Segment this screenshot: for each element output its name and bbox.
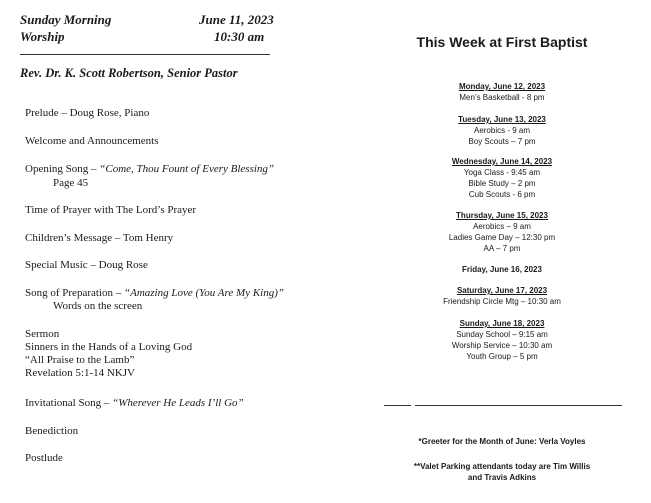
opening-song-prefix: Opening Song – — [25, 163, 100, 175]
event-item: Yoga Class - 9:45 am — [463, 168, 541, 177]
event-item: Aerobics – 9 am — [473, 222, 531, 231]
day-block-wednesday — [384, 156, 620, 200]
service-time: 10:30 am — [214, 29, 265, 44]
preparation-song-note: Words on the screen — [53, 300, 143, 312]
sermon-quote: “All Praise to the Lamb” — [25, 354, 135, 366]
benediction-item: Benediction — [25, 425, 79, 437]
day-heading: Saturday, June 17, 2023 — [456, 286, 548, 295]
opening-song-title: “Come, Thou Fount of Every Blessing” — [99, 163, 275, 175]
sermon-scripture: Revelation 5:1-14 NKJV — [25, 367, 135, 379]
event-item: Sunday School – 9:15 am — [456, 330, 548, 339]
service-type-label: Worship — [20, 29, 65, 44]
pastor-name: Rev. Dr. K. Scott Robertson, Senior Pastor — [20, 66, 238, 80]
event-item: AA – 7 pm — [483, 244, 521, 253]
header-divider — [20, 54, 270, 55]
event-item: Worship Service – 10:30 am — [451, 341, 553, 350]
day-heading: Tuesday, June 13, 2023 — [458, 115, 546, 124]
day-heading: Friday, June 16, 2023 — [462, 265, 542, 274]
opening-song-page: Page 45 — [53, 177, 89, 189]
service-day-label: Sunday Morning — [20, 12, 112, 27]
day-block-thursday — [384, 210, 620, 254]
valet-note-line2: and Travis Adkins — [467, 473, 537, 482]
day-heading: Monday, June 12, 2023 — [458, 82, 546, 91]
event-item: Friendship Circle Mtg – 10:30 am — [443, 297, 561, 306]
event-item: Aerobics - 9 am — [473, 126, 531, 135]
sermon-label: Sermon — [25, 328, 60, 340]
event-item: Men’s Basketball - 8 pm — [459, 93, 545, 102]
preparation-song-item — [25, 286, 284, 300]
invitational-song-item — [25, 396, 244, 410]
welcome-item: Welcome and Announcements — [25, 135, 159, 147]
valet-note-line1: **Valet Parking attendants today are Tim Willis — [413, 462, 591, 471]
greeter-note: *Greeter for the Month of June: Verla Voyles — [418, 437, 586, 446]
week-title: This Week at First Baptist — [416, 34, 588, 50]
day-block-sunday — [384, 318, 620, 362]
event-item: Ladies Game Day – 12:30 pm — [448, 233, 556, 242]
day-block-friday — [384, 264, 620, 275]
sermon-title: Sinners in the Hands of a Loving God — [25, 341, 193, 353]
opening-song-item — [25, 162, 274, 176]
event-item: Cub Scouts - 6 pm — [468, 190, 536, 199]
prayer-item: Time of Prayer with The Lord’s Prayer — [25, 204, 197, 216]
postlude-item: Postlude — [25, 452, 63, 464]
day-block-saturday — [384, 285, 620, 307]
invitational-song-prefix: Invitational Song – — [25, 397, 113, 409]
service-date: June 11, 2023 — [199, 12, 274, 27]
event-item: Boy Scouts – 7 pm — [468, 137, 536, 146]
special-music-item: Special Music – Doug Rose — [25, 259, 148, 271]
notes-divider — [384, 405, 622, 406]
preparation-song-prefix: Song of Preparation – — [25, 287, 124, 299]
day-heading: Wednesday, June 14, 2023 — [451, 157, 553, 166]
event-item: Youth Group – 5 pm — [466, 352, 538, 361]
day-block-tuesday — [384, 114, 620, 147]
day-heading: Thursday, June 15, 2023 — [456, 211, 548, 220]
day-heading: Sunday, June 18, 2023 — [459, 319, 545, 328]
event-item: Bible Study – 2 pm — [468, 179, 536, 188]
preparation-song-title: “Amazing Love (You Are My King)” — [123, 287, 284, 299]
day-block-monday — [384, 81, 620, 103]
childrens-message-item: Children’s Message – Tom Henry — [25, 232, 174, 244]
prelude-item: Prelude – Doug Rose, Piano — [25, 107, 150, 119]
invitational-song-title: “Wherever He Leads I’ll Go” — [112, 397, 244, 409]
